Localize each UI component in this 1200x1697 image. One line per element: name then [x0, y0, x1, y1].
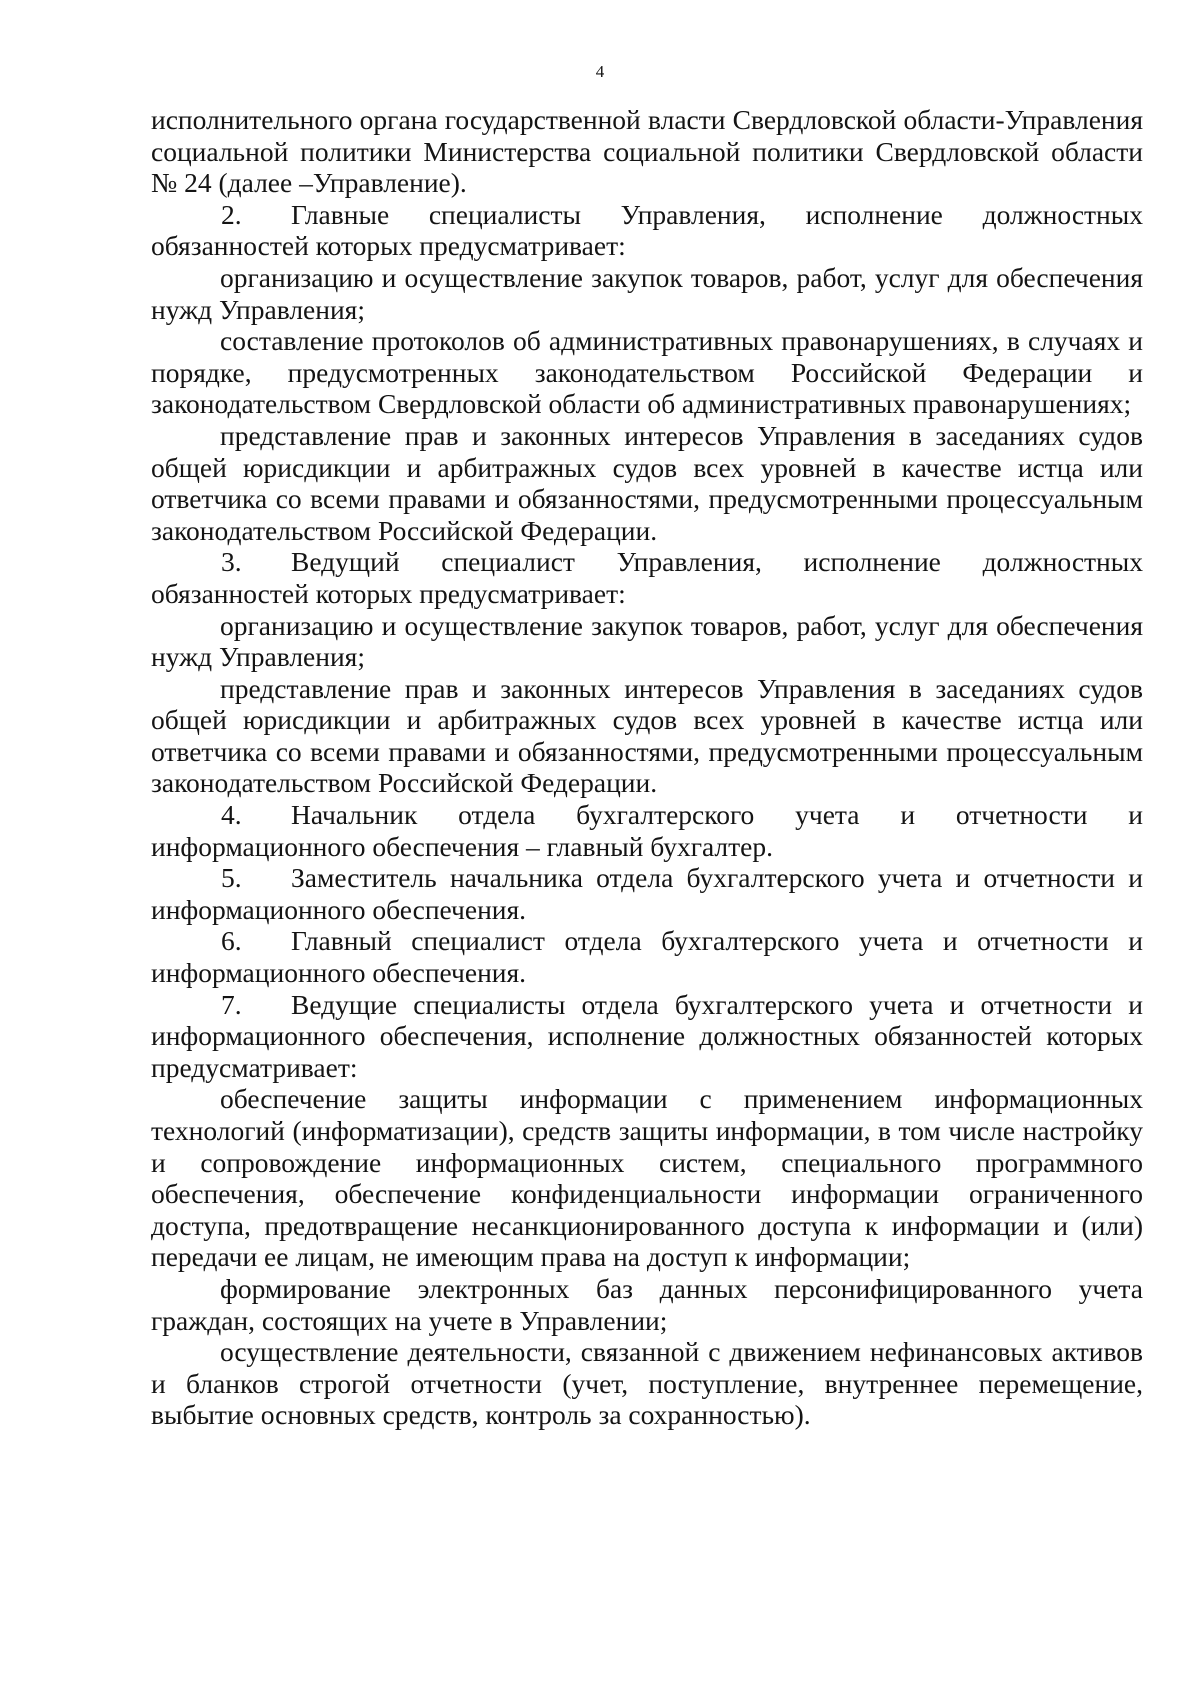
paragraph: представление прав и законных интересов Управления в заседаниях судов общей юрисдикции и арбитражных судов всех уровней в качестве истца или ответчика со всеми правами и обязанностями, предусмотренными процессуальным законодательством Российской Федерации.	[151, 419, 1143, 546]
list-item-2	[151, 199, 1143, 262]
document-body	[151, 104, 1143, 1431]
paragraph-continuation: исполнительного органа государственной власти Свердловской области-Управления социальной политики Министерства социальной политики Свердловской области № 24 (далее –Управление).	[151, 104, 1143, 199]
list-item-4	[151, 799, 1143, 862]
list-item-7	[151, 989, 1143, 1084]
item-text: Ведущие специалисты отдела бухгалтерского учета и отчетности и информационного обеспечения, исполнение должностных обязанностей которых предусматривает:	[151, 988, 1143, 1083]
paragraph: организацию и осуществление закупок товаров, работ, услуг для обеспечения нужд Управления;	[151, 261, 1143, 325]
item-text: Ведущий специалист Управления, исполнение должностных обязанностей которых предусматривает:	[151, 546, 1143, 609]
paragraph: составление протоколов об административных правонарушениях, в случаях и порядке, предусмотренных законодательством Российской Федерации и законодательством Свердловской области об административных правонарушениях;	[151, 325, 1143, 420]
item-number: 4.	[221, 799, 242, 831]
item-number: 7.	[221, 988, 242, 1020]
item-text: Заместитель начальника отдела бухгалтерского учета и отчетности и информационного обеспечения.	[151, 862, 1143, 925]
paragraph: осуществление деятельности, связанной с движением нефинансовых активов и бланков строгой отчетности (учет, поступление, внутреннее перемещение, выбытие основных средств, контроль за сохранностью).	[151, 1336, 1143, 1431]
item-text: Главный специалист отдела бухгалтерского учета и отчетности и информационного обеспечения.	[151, 925, 1143, 989]
list-item-5	[151, 862, 1143, 925]
item-number: 2.	[221, 198, 242, 230]
item-number: 3.	[221, 546, 242, 578]
paragraph: организацию и осуществление закупок товаров, работ, услуг для обеспечения нужд Управления;	[151, 609, 1143, 673]
page-number: 4	[595, 62, 605, 81]
item-text: Начальник отдела бухгалтерского учета и отчетности и информационного обеспечения – главный бухгалтер.	[151, 799, 1143, 862]
item-text: Главные специалисты Управления, исполнение должностных обязанностей которых предусматривает:	[151, 198, 1143, 262]
paragraph: обеспечение защиты информации с применением информационных технологий (информатизации), средств защиты информации, в том числе настройку и сопровождение информационных систем, специального программного обеспечения, обеспечение конфиденциальности информации ограниченного доступа, предотвращение несанкционированного доступа к информации и (или) передачи ее лицам, не имеющим права на доступ к информации;	[151, 1083, 1143, 1273]
paragraph: формирование электронных баз данных персонифицированного учета граждан, состоящих на учете в Управлении;	[151, 1272, 1143, 1336]
item-number: 5.	[221, 862, 242, 894]
paragraph: представление прав и законных интересов Управления в заседаниях судов общей юрисдикции и арбитражных судов всех уровней в качестве истца или ответчика со всеми правами и обязанностями, предусмотренными процессуальным законодательством Российской Федерации.	[151, 672, 1143, 799]
list-item-6	[151, 925, 1143, 988]
list-item-3	[151, 546, 1143, 609]
item-number: 6.	[221, 925, 242, 957]
